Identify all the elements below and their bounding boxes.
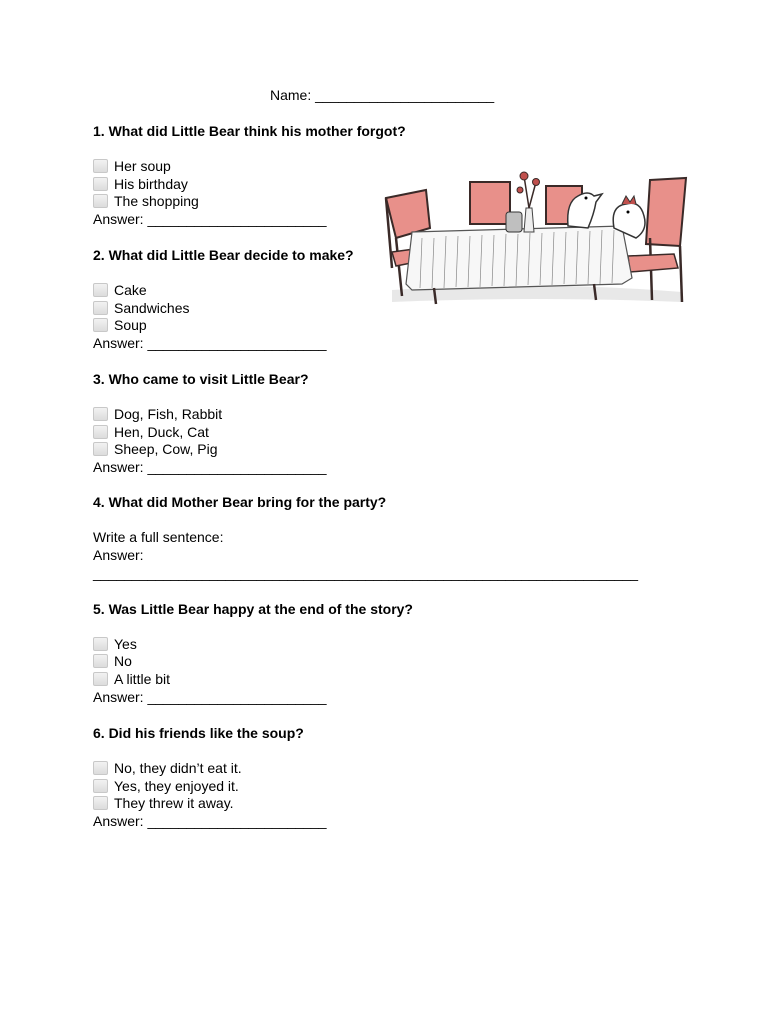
question-1-option-3[interactable]: The shopping bbox=[93, 192, 199, 210]
tea-party-table-icon bbox=[382, 168, 694, 310]
question-4-instruction: Write a full sentence: bbox=[93, 529, 224, 545]
question-3-title: 3. Who came to visit Little Bear? bbox=[93, 371, 309, 387]
question-4-answer-label: Answer: bbox=[93, 547, 144, 563]
checkbox-icon[interactable] bbox=[93, 637, 108, 651]
question-2-answer[interactable]: Answer: _______________________ bbox=[93, 335, 327, 351]
question-6-option-1[interactable]: No, they didn’t eat it. bbox=[93, 759, 242, 777]
question-2-option-1[interactable]: Cake bbox=[93, 281, 147, 299]
question-1-option-1[interactable]: Her soup bbox=[93, 157, 171, 175]
question-3-option-3[interactable]: Sheep, Cow, Pig bbox=[93, 440, 218, 458]
question-5-option-3[interactable]: A little bit bbox=[93, 670, 170, 688]
question-5-option-1[interactable]: Yes bbox=[93, 635, 137, 653]
question-3-option-1[interactable]: Dog, Fish, Rabbit bbox=[93, 405, 222, 423]
question-1-option-2[interactable]: His birthday bbox=[93, 175, 188, 193]
checkbox-icon[interactable] bbox=[93, 301, 108, 315]
question-6-option-2[interactable]: Yes, they enjoyed it. bbox=[93, 777, 239, 795]
checkbox-icon[interactable] bbox=[93, 796, 108, 810]
question-6-answer[interactable]: Answer: _______________________ bbox=[93, 813, 327, 829]
question-4-answer-line[interactable]: ______________________________________________________________________ bbox=[93, 565, 639, 581]
question-3-option-2[interactable]: Hen, Duck, Cat bbox=[93, 423, 209, 441]
checkbox-icon[interactable] bbox=[93, 283, 108, 297]
question-6-title: 6. Did his friends like the soup? bbox=[93, 725, 304, 741]
question-4-title: 4. What did Mother Bear bring for the party? bbox=[93, 494, 387, 510]
question-2-option-2[interactable]: Sandwiches bbox=[93, 299, 190, 317]
question-5-answer[interactable]: Answer: _______________________ bbox=[93, 689, 327, 705]
checkbox-icon[interactable] bbox=[93, 654, 108, 668]
question-1-title: 1. What did Little Bear think his mother forgot? bbox=[93, 123, 406, 139]
checkbox-icon[interactable] bbox=[93, 761, 108, 775]
checkbox-icon[interactable] bbox=[93, 425, 108, 439]
question-3-answer[interactable]: Answer: _______________________ bbox=[93, 459, 327, 475]
name-line: Name: _______________________ bbox=[270, 87, 495, 103]
checkbox-icon[interactable] bbox=[93, 177, 108, 191]
question-1-answer[interactable]: Answer: _______________________ bbox=[93, 211, 327, 227]
question-2-option-3[interactable]: Soup bbox=[93, 316, 147, 334]
checkbox-icon[interactable] bbox=[93, 318, 108, 332]
question-5-option-2[interactable]: No bbox=[93, 652, 132, 670]
checkbox-icon[interactable] bbox=[93, 194, 108, 208]
checkbox-icon[interactable] bbox=[93, 779, 108, 793]
question-6-option-3[interactable]: They threw it away. bbox=[93, 794, 234, 812]
checkbox-icon[interactable] bbox=[93, 442, 108, 456]
checkbox-icon[interactable] bbox=[93, 159, 108, 173]
checkbox-icon[interactable] bbox=[93, 672, 108, 686]
question-5-title: 5. Was Little Bear happy at the end of the story? bbox=[93, 601, 413, 617]
question-2-title: 2. What did Little Bear decide to make? bbox=[93, 247, 354, 263]
checkbox-icon[interactable] bbox=[93, 407, 108, 421]
